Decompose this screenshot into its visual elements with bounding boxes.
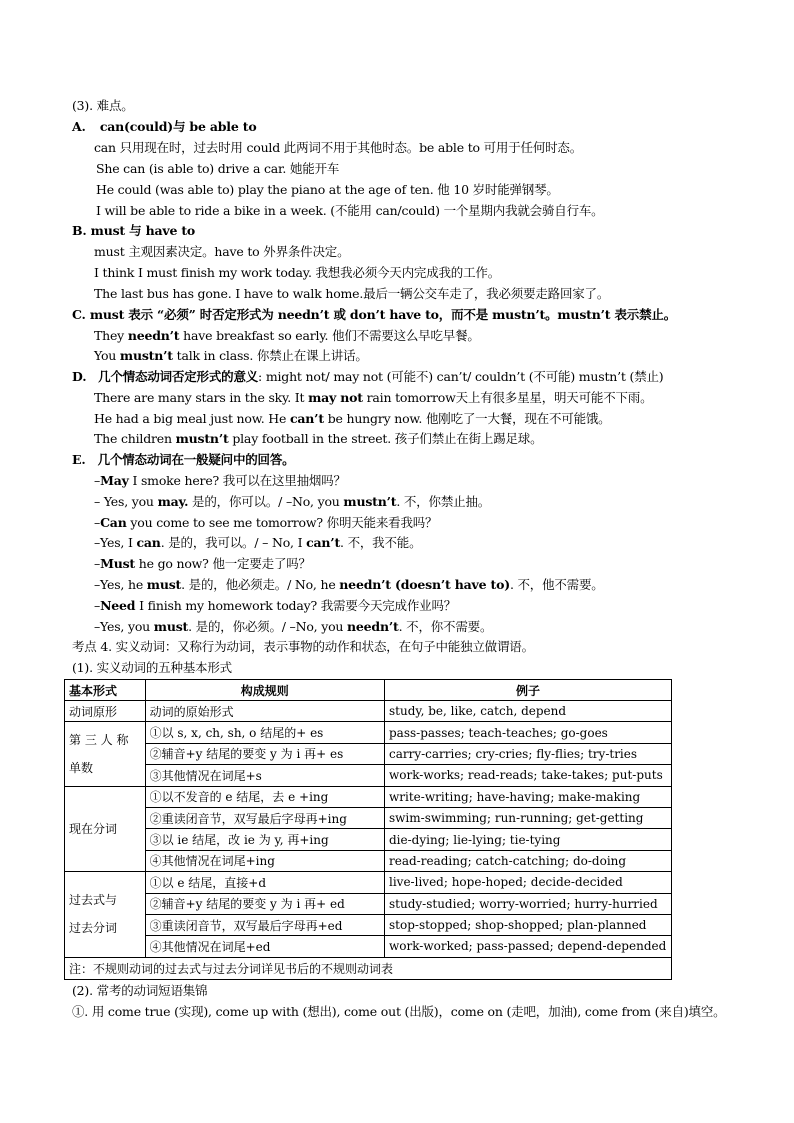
- point-a-heading: [72, 118, 256, 136]
- example-cell: die-dying; lie-lying; tie-tying: [385, 829, 672, 850]
- example-sentence: He could (was able to) play the piano at the age of ten. 他 10 岁时能弹钢琴。: [96, 182, 559, 197]
- point-label: D.: [72, 369, 87, 384]
- text-line: can 只用现在时，过去时用 could 此两词不用于其他时态。be able to 可用于任何时态。: [94, 140, 583, 155]
- dialogue-line: –Can you come to see me tomorrow? 你明天能来看我吗？: [94, 515, 438, 530]
- example-cell: work-worked; pass-passed; depend-depended: [385, 936, 672, 957]
- table-header-row: [65, 680, 672, 701]
- subsection-heading: (2). 常考的动词短语集锦: [72, 983, 208, 998]
- example-cell: swim-swimming; run-running; get-getting: [385, 807, 672, 828]
- rule-cell: ③重读闭音节，双写最后字母再+ed: [145, 914, 384, 935]
- example-cell: study-studied; worry-worried; hurry-hurried: [385, 893, 672, 914]
- section-heading-difficulties: (3). 难点。: [72, 98, 134, 113]
- table-header: 例子: [385, 680, 672, 701]
- table-note-row: [65, 957, 672, 979]
- point-title: 几个情态动词在一般疑问中的回答。: [97, 452, 295, 467]
- table-row: [65, 936, 672, 957]
- example-sentence: I think I must finish my work today. 我想我必须今天内完成我的工作。: [94, 265, 501, 280]
- dialogue-line: –Must he go now? 他一定要走了吗？: [94, 556, 311, 571]
- table-header: 基本形式: [65, 680, 146, 701]
- example-cell: study, be, like, catch, depend: [385, 701, 672, 722]
- rule-cell: 动词的原始形式: [145, 701, 384, 722]
- rule-cell: ③其他情况在词尾+s: [145, 765, 384, 786]
- rule-cell: ①以不发音的 e 结尾，去 e +ing: [145, 786, 384, 807]
- point-label: A.: [72, 119, 86, 134]
- dialogue-line: –Yes, you must. 是的，你必须。/ –No, you needn’t. 不，你不需要。: [94, 619, 493, 634]
- category-cell: 动词原形: [65, 701, 146, 722]
- table-row: [65, 807, 672, 828]
- exercise-instruction: ①. 用 come true (实现), come up with (想出), come out (出版)，come on (走吧，加油), come from (来自)填空。: [72, 1004, 726, 1019]
- example-cell: work-works; read-reads; take-takes; put-puts: [385, 765, 672, 786]
- table-row: [65, 850, 672, 871]
- dialogue-line: –Yes, he must. 是的，他必须走。/ No, he needn’t (doesn’t have to). 不，他不需要。: [94, 577, 604, 592]
- category-cell: 过去式与 过去分词: [65, 872, 146, 958]
- table-note: 注：不规则动词的过去式与过去分词详见书后的不规则动词表: [65, 957, 672, 979]
- example-cell: read-reading; catch-catching; do-doing: [385, 850, 672, 871]
- rule-cell: ①以 e 结尾，直接+d: [145, 872, 384, 893]
- rule-cell: ②辅音+y 结尾的要变 y 为 i 再+ ed: [145, 893, 384, 914]
- table-row: [65, 765, 672, 786]
- table-header: 构成规则: [145, 680, 384, 701]
- point-b-heading: B. must 与 have to: [72, 223, 196, 238]
- point-c-heading: C. must 表示 “必须” 时否定形式为 needn’t 或 don’t have to，而不是 mustn’t。mustn’t 表示禁止。: [72, 307, 676, 322]
- example-sentence: I will be able to ride a bike in a week. (不能用 can/could) 一个星期内我就会骑自行车。: [96, 203, 604, 218]
- category-cell: 现在分词: [65, 786, 146, 872]
- rule-cell: ④其他情况在词尾+ing: [145, 850, 384, 871]
- point-title: can(could)与 be able to: [99, 119, 257, 134]
- point-d-heading: D. 几个情态动词否定形式的意义: might not/ may not (可能不) can’t/ couldn’t (不可能) mustn’t (禁止): [72, 369, 664, 384]
- example-sentence: He had a big meal just now. He can’t be hungry now. 他刚吃了一大餐，现在不可能饿。: [94, 411, 611, 426]
- example-sentence: There are many stars in the sky. It may not rain tomorrow天上有很多星星，明天可能不下雨。: [94, 390, 653, 405]
- example-sentence: The last bus has gone. I have to walk home.最后一辆公交车走了，我必须要走路回家了。: [94, 286, 610, 301]
- table-row: [65, 743, 672, 764]
- rule-cell: ④其他情况在词尾+ed: [145, 936, 384, 957]
- example-cell: stop-stopped; shop-shopped; plan-planned: [385, 914, 672, 935]
- table-row: [65, 872, 672, 893]
- point-label: E.: [72, 452, 86, 467]
- subsection-heading: (1). 实义动词的五种基本形式: [72, 660, 232, 675]
- example-cell: write-writing; have-having; make-making: [385, 786, 672, 807]
- point-e-heading: [72, 451, 294, 469]
- category-cell: 第 三 人 称 单数: [65, 722, 146, 786]
- verb-forms-table: [64, 679, 672, 980]
- example-sentence: She can (is able to) drive a car. 她能开车: [96, 161, 340, 176]
- rule-cell: ③以 ie 结尾，改 ie 为 y, 再+ing: [145, 829, 384, 850]
- table-row: [65, 722, 672, 743]
- rule-cell: ②重读闭音节，双写最后字母再+ing: [145, 807, 384, 828]
- example-cell: carry-carries; cry-cries; fly-flies; try-tries: [385, 743, 672, 764]
- dialogue-line: –Yes, I can. 是的，我可以。/ – No, I can’t. 不，我不能。: [94, 535, 422, 550]
- table-row: [65, 829, 672, 850]
- dialogue-line: – Yes, you may. 是的，你可以。/ –No, you mustn’t. 不，你禁止抽。: [94, 494, 491, 509]
- example-sentence: The children mustn’t play football in the street. 孩子们禁止在街上踢足球。: [94, 431, 543, 446]
- table-row: [65, 701, 672, 722]
- text-line: must 主观因素决定。have to 外界条件决定。: [94, 244, 350, 259]
- example-cell: pass-passes; teach-teaches; go-goes: [385, 722, 672, 743]
- rule-cell: ②辅音+y 结尾的要变 y 为 i 再+ es: [145, 743, 384, 764]
- table-row: [65, 786, 672, 807]
- example-sentence: They needn’t have breakfast so early. 他们不需要这么早吃早餐。: [94, 328, 480, 343]
- dialogue-line: –Need I finish my homework today? 我需要今天完成作业吗？: [94, 598, 457, 613]
- table-row: [65, 914, 672, 935]
- table-row: [65, 893, 672, 914]
- section-heading-point-4: 考点 4. 实义动词：又称行为动词，表示事物的动作和状态，在句子中能独立做谓语。: [72, 639, 534, 654]
- dialogue-line: –May I smoke here? 我可以在这里抽烟吗？: [94, 473, 346, 488]
- example-cell: live-lived; hope-hoped; decide-decided: [385, 872, 672, 893]
- example-sentence: You mustn’t talk in class. 你禁止在课上讲话。: [94, 348, 368, 363]
- rule-cell: ①以 s, x, ch, sh, o 结尾的+ es: [145, 722, 384, 743]
